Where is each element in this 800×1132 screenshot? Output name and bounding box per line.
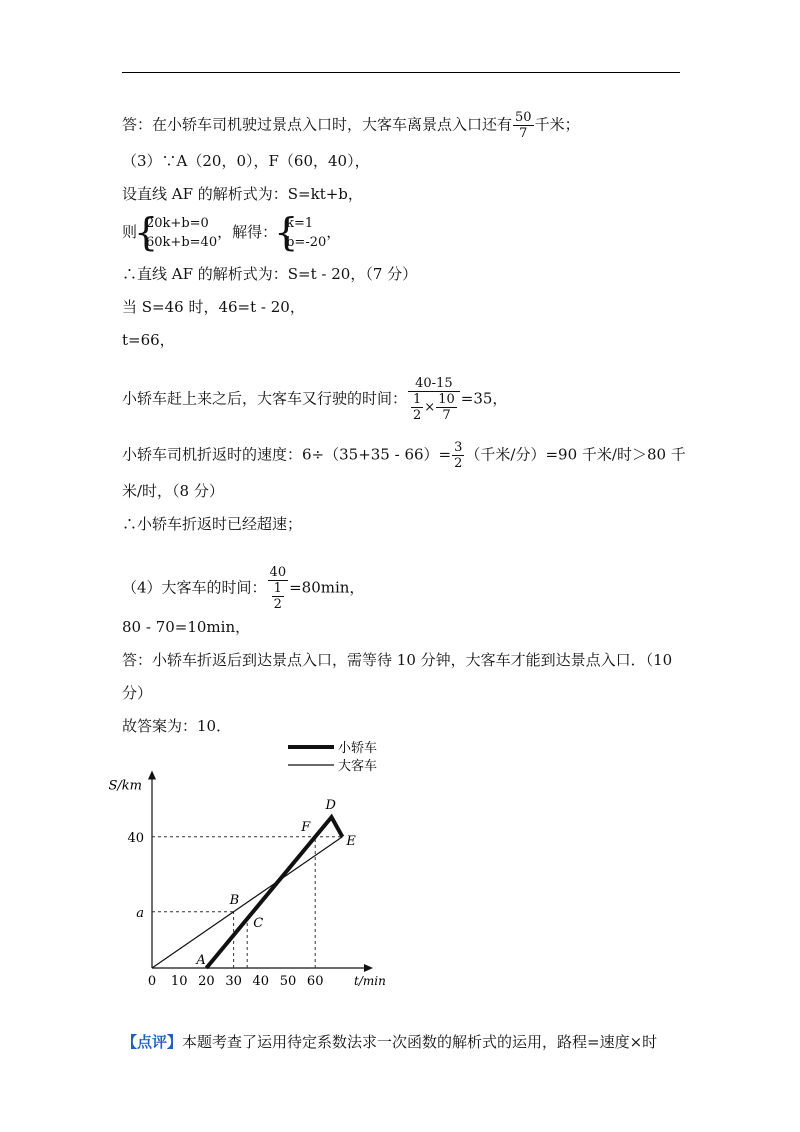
point-label-b: B xyxy=(229,892,240,908)
fraction-denominator: 2 xyxy=(454,456,463,471)
point-label-a: A xyxy=(196,953,206,968)
compound-numerator: 40-15 xyxy=(408,376,460,392)
point-label-f: F xyxy=(301,819,311,835)
fraction-denominator: 2 xyxy=(273,597,282,612)
equation-2: 60k+b=40 xyxy=(146,235,218,250)
x-tick-label: 40 xyxy=(252,974,270,989)
point-label-e: E xyxy=(346,833,356,849)
fraction-denominator: 7 xyxy=(442,408,451,423)
fraction-numerator: 50 xyxy=(515,110,532,125)
part3-heading: （3）∵A（20，0），F（60，40）， xyxy=(122,152,370,170)
s46-line: 当 S=46 时，46=t - 20， xyxy=(122,298,305,316)
af-expression-line: ∴直线 AF 的解析式为：S=t - 20，（7 分） xyxy=(122,265,418,283)
compound-fraction xyxy=(408,376,460,423)
equation-system xyxy=(137,214,217,252)
answer-is-line: 故答案为：10． xyxy=(122,717,232,735)
comment-text: 本题考查了运用待定系数法求一次函数的解析式的运用，路程=速度×时 xyxy=(182,1033,658,1051)
line-af-setup: 设直线 AF 的解析式为：S=kt+b， xyxy=(122,185,363,203)
answer-line-1 xyxy=(122,110,580,141)
compound-denominator xyxy=(408,392,460,423)
x-axis-label: t/min xyxy=(354,974,386,988)
comma-text: ， xyxy=(326,223,342,241)
fraction-numerator: 10 xyxy=(438,392,455,407)
y-axis-arrow xyxy=(148,770,156,779)
part4-text: （4）大客车的时间： xyxy=(122,578,267,597)
point-label-d: D xyxy=(325,798,336,814)
x-tick-label: 50 xyxy=(279,974,297,989)
bus-time-line xyxy=(122,376,507,423)
solution-system xyxy=(277,214,326,252)
top-rule xyxy=(122,72,680,73)
difference-line: 80 - 70=10min， xyxy=(122,618,251,636)
fraction-denominator xyxy=(268,581,289,612)
fraction-3-2 xyxy=(452,440,464,471)
x-tick-label: 0 xyxy=(147,974,157,989)
fraction-denominator: 7 xyxy=(519,126,528,141)
answer-text-end: 千米； xyxy=(534,115,580,134)
x-tick-label: 30 xyxy=(225,974,242,989)
speed-line xyxy=(122,440,686,471)
bus-time-text: 小轿车赶上来之后，大客车又行驶的时间： xyxy=(122,389,408,408)
final-answer-cont: 分） xyxy=(122,684,153,702)
result-text: =35， xyxy=(460,389,508,408)
comment-line xyxy=(122,1032,657,1052)
speed-result-text: （千米/分）=90 千米/时＞80 千 xyxy=(465,445,686,464)
fraction-10-7 xyxy=(436,392,457,423)
final-answer-line: 答：小轿车折返后到达景点入口，需等待 10 分钟，大客车才能到达景点入口．（10 xyxy=(122,651,673,669)
point-label-c: C xyxy=(253,915,264,931)
answer-text: 答：在小轿车司机驶过景点入口时，大客车离景点入口还有 xyxy=(122,115,513,134)
fraction-numerator: 1 xyxy=(273,581,282,596)
speed-line-cont: 米/时，（8 分） xyxy=(122,482,224,500)
fraction-40-half xyxy=(268,565,289,612)
t66-line: t=66， xyxy=(122,331,175,349)
legend-bus-label: 大客车 xyxy=(338,759,378,774)
solution-b: b=-20 xyxy=(286,235,327,250)
times-sign: × xyxy=(424,400,436,415)
x-tick-label: 60 xyxy=(306,974,324,989)
x-tick-label: 10 xyxy=(170,974,188,989)
fraction-1-2 xyxy=(272,581,284,612)
speed-text: 小轿车司机折返时的速度：6÷（35+35 - 66）= xyxy=(122,445,452,464)
fraction-1-2 xyxy=(411,392,423,423)
part4-result: =80min， xyxy=(289,578,365,597)
solve-text: ，解得： xyxy=(217,223,278,241)
solution-k: { k=1 xyxy=(286,216,314,231)
y-tick-label: 40 xyxy=(127,830,144,846)
then-text: 则 xyxy=(122,223,138,241)
fraction-numerator: 3 xyxy=(454,440,463,455)
x-axis-arrow xyxy=(364,964,373,972)
y-tick-label: a xyxy=(136,905,144,921)
fraction-numerator: 1 xyxy=(413,392,422,407)
equation-1: { 20k+b=0 xyxy=(146,216,209,231)
overspeed-line: ∴小轿车折返时已经超速； xyxy=(122,515,303,533)
x-tick-label: 20 xyxy=(198,974,215,989)
fraction-50-7 xyxy=(513,110,534,141)
legend-car-label: 小轿车 xyxy=(338,741,378,756)
fraction-numerator: 40 xyxy=(269,565,287,580)
equation-system-line xyxy=(122,214,341,252)
bus-series-line xyxy=(152,837,342,968)
car-series-line xyxy=(206,817,342,968)
comment-tag: 【点评】 xyxy=(122,1033,183,1051)
fraction-denominator: 2 xyxy=(413,408,422,423)
part4-line xyxy=(122,565,364,612)
y-axis-label: S/km xyxy=(108,778,142,794)
